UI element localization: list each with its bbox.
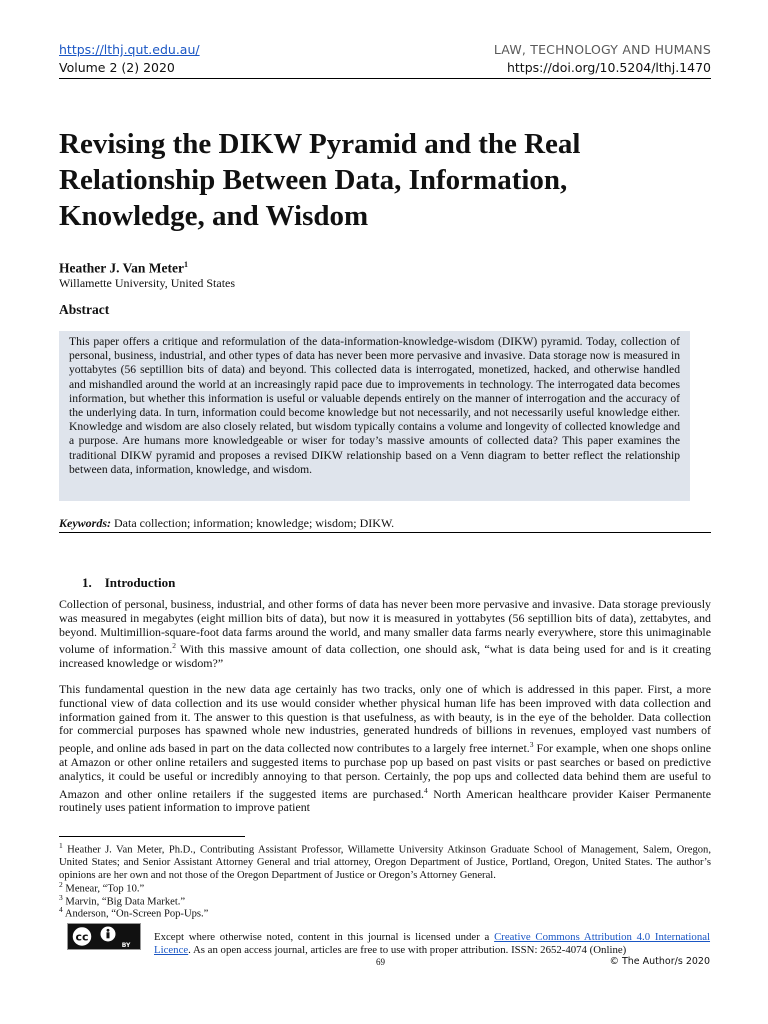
running-header-bottom [59,60,711,75]
section-title: Introduction [104,575,176,590]
abstract-text: This paper offers a critique and reformulation of the data-information-knowledge-wisdom (DIKW) pyramid. Today, collection of personal, business, industrial, and other types of data has never been more pervasive and invasive. Data storage now is measured in yottabytes (56 septillion bits of data) and beyond. This collected data is interrogated, monetized, hacked, and otherwise handled and mishandled around the world at an increasingly rapid pace due to improvements in technology. The interrogated data becomes information, but whether this information is useful or valuable depends entirely on the manner of interrogation and the accuracy of the underlying data. In turn, information could become knowledge but not necessarily, and not necessarily useful knowledge either. Knowledge and wisdom are also closely related, but wisdom typically contains a volume and longevity of collected knowledge and a purpose. Are humans more knowledgeable or wiser for today’s massive amounts of collected data? This paper examines the traditional DIKW pyramid and proposes a revised DIKW relationship based on a Venn diagram to better reflect the relationship between data, information, knowledge, and wisdom. [69,335,680,476]
cc-by-icon [68,924,140,949]
journal-name: LAW, TECHNOLOGY AND HUMANS [493,42,711,57]
footnote-text: Menear, “Top 10.” [62,883,145,895]
running-header-top [59,42,711,57]
abstract-box [59,331,690,501]
keywords-line: Keywords: Data collection; information; knowledge; wisdom; DIKW. [59,516,395,530]
footnote-mark: 2 [59,880,63,889]
footnote-mark: 4 [59,905,63,914]
author-footnote-mark[interactable]: 1 [183,260,188,269]
copyright-notice: © The Author/s 2020 [609,956,710,967]
license-text: . As an open access journal, articles are free to use with proper attribution. ISSN: 2652-4074 (Online) [188,943,627,956]
footnote-1 [59,840,711,882]
author-name: Heather J. Van Meter [59,260,184,276]
footnote-ref-3[interactable]: 3 [529,740,534,750]
author-affiliation: Willamette University, United States [59,276,236,290]
license-notice [154,931,710,956]
section-number: 1. [82,575,92,590]
para-text: For example, when one shops online at Amazon or other online retailers and suggested items to purchase pop up based on past visits or past searches or based on predictive analytics, it could be useful or incredibly annoying to that person. Certainly, the pop ups and collected data behind them are useful to Amazon and other online retailers if the suggested items are purchased. [59,741,711,801]
section-heading [82,575,175,591]
cc-by-license-badge[interactable] [67,923,141,950]
header-rule [59,78,711,79]
footnote-mark: 1 [59,841,63,850]
svg-text:cc: cc [75,930,89,944]
footnote-text: Heather J. Van Meter, Ph.D., Contributing Assistant Professor, Willamette University Atkinson Graduate School of Management, Salem, Oregon, United States; and Senior Assistant Attorney General and trial attorney, Oregon Department of Justice, Portland, Oregon, United States. The author’s opinions are her own and not those of the Oregon Department of Justice or Oregon’s Attorney General. [59,844,711,881]
footnote-rule [59,836,245,837]
footnote-ref-4[interactable]: 4 [424,785,428,795]
intro-paragraph-1 [59,598,711,671]
doi: https://doi.org/10.5204/lthj.1470 [506,60,711,75]
para-text: This fundamental question in the new data age certainly has two tracks, only one of which is addressed in this paper. First, a more functional view of data collection and its use would consider whether physical human life has been improved with data collection and information gained from it. The answer to this question is that usefulness, as with beauty, is in the eye of the beholder. Data collection for commercial purposes has spawned whole new industries, generated hundreds of billions in revenues, employed vast numbers of people, and online ads based in part on the data collected now contributes to a largely free internet. [59,682,711,756]
license-text: Except where otherwise noted, content in this journal is licensed under a [154,931,495,943]
footnote-4 [59,904,711,921]
para-text: Collection of personal, business, industrial, and other forms of data has never been more pervasive and invasive. Data storage previously was measured in megabytes (eight million bits of data), but now it is measured in yottabytes (56 septillion bits of data), zettabytes, and beyond. Multimillion-square-foot data farms around the world, and many smaller data farms nearly everywhere, store this unimaginable volume of information. [59,597,711,657]
volume-info: Volume 2 (2) 2020 [59,60,175,75]
footnote-ref-2[interactable]: 2 [172,641,176,651]
intro-paragraph-2 [59,683,711,815]
keywords-label: Keywords [59,516,107,530]
footnote-mark: 3 [59,893,63,902]
page-number: 69 [376,957,385,967]
para-text: With this massive amount of data collection, one should ask, “what is data being used for and is it creating increased knowledge or wisdom?” [59,642,711,671]
para-text: North American healthcare provider Kaiser Permanente routinely uses patient information to improve patient [59,786,711,815]
license-link[interactable]: Creative Commons Attribution 4.0 International Licence [154,931,711,956]
abstract-heading: Abstract [59,302,110,317]
footnote-text: Anderson, “On-Screen Pop-Ups.” [62,908,209,920]
keywords-rule [59,532,711,533]
article-title: Revising the DIKW Pyramid and the Real Relationship Between Data, Information, Knowledge, and Wisdom [59,128,581,232]
footnote-text: Marvin, “Big Data Market.” [62,896,186,908]
cc-badge-label: BY [121,942,131,949]
author-line [59,260,188,277]
keywords-text: Data collection; information; knowledge; wisdom; DIKW. [114,516,395,530]
journal-site-link[interactable]: https://lthj.qut.edu.au/ [59,42,200,57]
